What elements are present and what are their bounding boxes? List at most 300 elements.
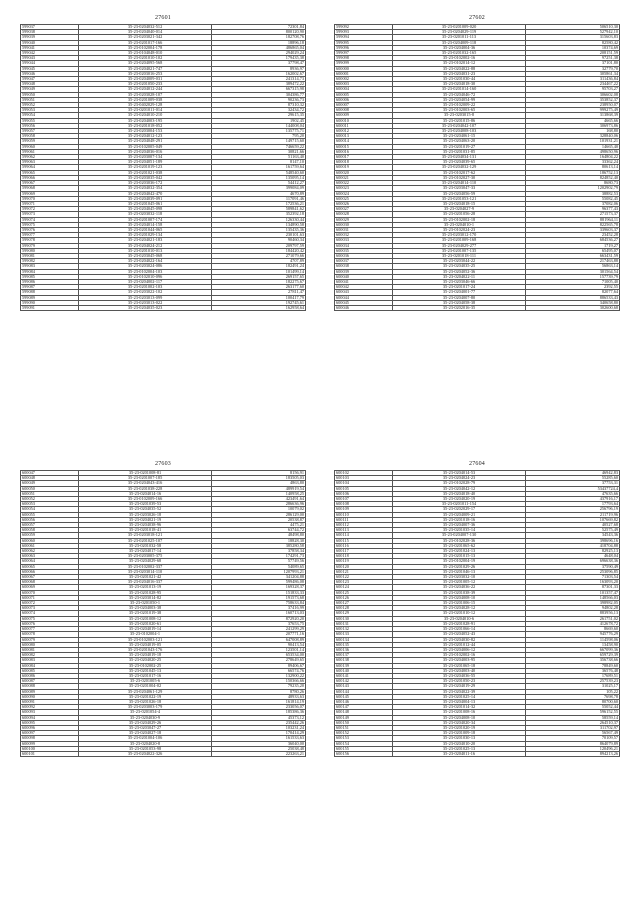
cadastral-number: 35-23-0204003-95 (393, 658, 526, 663)
amount: 4648,04 (525, 554, 619, 559)
amount: 800120,90 (211, 30, 305, 35)
row-id: 600108 (335, 502, 393, 507)
row-id: 599057 (21, 129, 79, 134)
row-id: 600029 (335, 217, 393, 222)
amount: 135095,14 (211, 175, 305, 180)
cadastral-number: 35-23-0202029-17 (393, 507, 526, 512)
row-id: 600055 (21, 512, 79, 517)
row-id: 600012 (335, 129, 393, 134)
cadastral-number: 35-23-0201050-1 (79, 601, 212, 606)
cadastral-number: 35-23-0204035-25 (393, 264, 526, 269)
cadastral-number: 35-23-0201043-176 (79, 647, 212, 652)
amount: 185386,36 (211, 710, 305, 715)
cadastral-number: 35-23-0201045-061 (79, 201, 212, 206)
cadastral-number: 35-23-0102024-23 (393, 227, 526, 232)
cadastral-number: 35-23-0201006-15 (393, 601, 526, 606)
cadastral-number: 35-23-0204017-14 (79, 549, 212, 554)
cadastral-number: 35-23-0201013-19 (79, 585, 212, 590)
cadastral-number: 35-23-0201018-052 (79, 123, 212, 128)
amount: 56567,49 (525, 731, 619, 736)
row-id: 599059 (21, 139, 79, 144)
cadastral-number: 35-23-0201065-18 (393, 663, 526, 668)
cadastral-number: 35-23-0201024-13 (393, 549, 526, 554)
data-table (334, 24, 620, 311)
amount: 120496,21 (525, 746, 619, 751)
amount: 90236,73 (211, 97, 305, 102)
cadastral-number: 35-23-0201019-27 (393, 144, 526, 149)
cadastral-number: 35-23-0204019-05 (79, 642, 212, 647)
row-id: 599061 (21, 149, 79, 154)
amount: 4665,66 (525, 118, 619, 123)
row-id: 600142 (335, 679, 393, 684)
row-id: 600146 (335, 699, 393, 704)
amount: 170414,29 (211, 731, 305, 736)
table-row (21, 751, 306, 756)
amount: 223263,21 (211, 751, 305, 756)
row-id: 600063 (21, 554, 79, 559)
row-id: 600039 (335, 269, 393, 274)
amount: 123501,14 (211, 647, 305, 652)
cadastral-number: 35-23-0204036-55 (393, 673, 526, 678)
cadastral-number: 35-23-0201008-12 (79, 616, 212, 621)
amount: 8936,97 (211, 66, 305, 71)
amount: 174291,73 (211, 554, 305, 559)
amount: 37858,34 (211, 549, 305, 554)
cadastral-number: 35-23-0201053-121 (393, 196, 526, 201)
row-id: 599077 (21, 233, 79, 238)
row-id: 599054 (21, 113, 79, 118)
row-id: 600044 (335, 295, 393, 300)
amount: 2392,55 (525, 285, 619, 290)
cadastral-number: 35-23-0201028-91 (393, 621, 526, 626)
row-id: 600072 (21, 601, 79, 606)
row-id: 600093 (21, 710, 79, 715)
row-id: 599053 (21, 108, 79, 113)
cadastral-number: 35-23-0204040-014 (79, 30, 212, 35)
cadastral-number: 35-23-0201030-13 (393, 736, 526, 741)
row-id: 600028 (335, 212, 393, 217)
cadastral-number: 35-23-0203005-375 (79, 554, 212, 559)
cadastral-number: 35-23-0204035-52 (79, 507, 212, 512)
row-id: 600079 (21, 637, 79, 642)
row-id: 600092 (21, 705, 79, 710)
row-id: 600115 (335, 538, 393, 543)
cadastral-number: 35-23-0204003-195 (79, 118, 212, 123)
cadastral-number: 35-23-0201053-98 (79, 746, 212, 751)
row-id: 600128 (335, 606, 393, 611)
cadastral-number: 35-23-0201017-166 (79, 40, 212, 45)
amount: 56863,14 (525, 264, 619, 269)
cadastral-number: 35-23-0203003-179 (79, 705, 212, 710)
row-id: 599072 (21, 207, 79, 212)
amount: 301564,54 (525, 269, 619, 274)
cadastral-number: 35-23-0201045-13 (79, 668, 212, 673)
row-id: 600091 (21, 699, 79, 704)
row-id: 600084 (21, 663, 79, 668)
row-id: 599047 (21, 77, 79, 82)
cadastral-number: 35-23-0201011-014 (79, 108, 212, 113)
row-id: 600117 (335, 549, 393, 554)
cadastral-number: 35-23-0102017-62 (393, 170, 526, 175)
cadastral-number: 35-23-0203014-82 (79, 595, 212, 600)
row-id: 599067 (21, 181, 79, 186)
amount: 1719,27 (525, 243, 619, 248)
amount: 157739,79 (525, 274, 619, 279)
cadastral-number: 35-23-0102028-79 (393, 481, 526, 486)
amount: 795,20 (211, 134, 305, 139)
amount: 101357,47 (525, 590, 619, 595)
cadastral-number: 35-23-0201010-013 (79, 248, 212, 253)
cadastral-number: 35-23-0201065-62 (393, 543, 526, 548)
row-id: 600035 (335, 248, 393, 253)
amount: 253096,85 (525, 569, 619, 574)
cadastral-number: 35-23-0204052-43 (393, 632, 526, 637)
row-id: 599079 (21, 243, 79, 248)
amount: 78849,60 (525, 663, 619, 668)
row-id: 600155 (335, 746, 393, 751)
row-id: 600137 (335, 653, 393, 658)
row-id: 599081 (21, 253, 79, 258)
amount: 34543,36 (525, 533, 619, 538)
cadastral-number: 35-23-0204018-15 (393, 201, 526, 206)
amount: 398982,05 (525, 601, 619, 606)
amount: 746659,22 (211, 144, 305, 149)
cadastral-number: 35-23-0201050-233 (79, 82, 212, 87)
amount: 30821,66 (211, 149, 305, 154)
amount: 10079,02 (211, 507, 305, 512)
amount: 97251,38 (525, 56, 619, 61)
row-id: 599094 (335, 35, 393, 40)
cadastral-number: 35-23-0204046-72 (393, 92, 526, 97)
row-id: 600132 (335, 627, 393, 632)
row-id: 599097 (335, 51, 393, 56)
cadastral-number: 35-23-0204018-30 (393, 82, 526, 87)
row-id: 600056 (21, 517, 79, 522)
amount: 278649,65 (211, 658, 305, 663)
amount: 179435,38 (211, 56, 305, 61)
amount: 20538,87 (211, 517, 305, 522)
amount: 894213,26 (525, 751, 619, 756)
row-id: 600134 (335, 637, 393, 642)
cadastral-number: 35-23-0201038-39 (393, 590, 526, 595)
amount: 37590,49 (525, 564, 619, 569)
amount: 647008,89 (211, 637, 305, 642)
row-id: 600069 (21, 585, 79, 590)
cadastral-number: 35-23-0201039-53 (79, 502, 212, 507)
amount: 230101,63 (211, 233, 305, 238)
cadastral-number: 35-23-0204022-326 (79, 751, 212, 756)
cadastral-number: 35-23-0203032-10 (393, 575, 526, 580)
row-id: 600032 (335, 233, 393, 238)
amount: 653534,00 (211, 653, 305, 658)
cadastral-number: 35-23-0201050-23 (393, 679, 526, 684)
amount: 261751,02 (525, 616, 619, 621)
row-id: 600007 (335, 103, 393, 108)
cadastral-number: 35-23-0203018-121 (79, 533, 212, 538)
cadastral-number: 35-23-0204061-15 (393, 134, 526, 139)
amount: 217463,88 (525, 259, 619, 264)
row-id: 600030 (335, 222, 393, 227)
row-id: 600126 (335, 595, 393, 600)
amount: 37101,80 (525, 61, 619, 66)
cadastral-number: 35-23-0102002-16 (393, 653, 526, 658)
cadastral-number: 35-23-0201017-16 (79, 673, 212, 678)
cadastral-number: 35-23-0102009-22 (393, 103, 526, 108)
row-id: 600016 (335, 149, 393, 154)
cadastral-number: 35-23-0204061-129 (79, 689, 212, 694)
row-id: 599082 (21, 259, 79, 264)
row-id: 600059 (21, 533, 79, 538)
cadastral-number: 35-23-0203028-107 (79, 92, 212, 97)
cadastral-number: 35-23-0204014-110 (393, 181, 526, 186)
amount: 169328,37 (211, 585, 305, 590)
cadastral-number: 35-23-0102002-18 (393, 217, 526, 222)
amount: 134890,58 (211, 222, 305, 227)
sheet-top-right (334, 15, 620, 311)
amount: 36040,00 (211, 741, 305, 746)
amount: 233056,07 (211, 705, 305, 710)
cadastral-number: 35-23-0201038-228 (79, 486, 212, 491)
amount: 257539,23 (525, 679, 619, 684)
amount: 412678,72 (525, 621, 619, 626)
row-id: 600048 (21, 476, 79, 481)
cadastral-number: 35-23-0202016-35 (393, 305, 526, 310)
cadastral-number: 35-23-0203013-022 (79, 300, 212, 305)
row-id: 600038 (335, 264, 393, 269)
cadastral-number: 35-23-0204038-96 (79, 523, 212, 528)
cadastral-number: 35-23-0102028-36 (393, 538, 526, 543)
amount: 14665,40 (525, 144, 619, 149)
row-id: 600086 (21, 673, 79, 678)
row-id: 600040 (335, 274, 393, 279)
row-id: 600145 (335, 694, 393, 699)
row-id: 600112 (335, 523, 393, 528)
amount: 58559,14 (525, 715, 619, 720)
row-id: 599042 (21, 51, 79, 56)
row-id: 599076 (21, 227, 79, 232)
row-id: 599084 (21, 269, 79, 274)
row-id: 600148 (335, 710, 393, 715)
row-id: 600087 (21, 679, 79, 684)
amount: 132900,22 (211, 673, 305, 678)
cadastral-number: 35-23-0204043-416 (79, 481, 212, 486)
row-id: 600019 (335, 165, 393, 170)
amount: 684536,27 (525, 238, 619, 243)
amount: 241299,29 (211, 627, 305, 632)
amount: 87301,33 (525, 585, 619, 590)
row-id: 599049 (21, 87, 79, 92)
row-id: 600023 (335, 186, 393, 191)
amount: 4670,89 (211, 191, 305, 196)
cadastral-number: 35-23-0201035-14 (393, 528, 526, 533)
row-id: 599055 (21, 118, 79, 123)
cadastral-number: 35-23-0204029-119 (393, 30, 526, 35)
amount: 184420,42 (211, 248, 305, 253)
cadastral-number: 35-23-0204036-016 (79, 149, 212, 154)
amount: 25038,48 (211, 746, 305, 751)
cadastral-number: 35-23-0204045-098 (79, 207, 212, 212)
amount: 37416,99 (211, 606, 305, 611)
cadastral-number: 35-23-0204021-19 (79, 517, 212, 522)
amount: 241314,73 (211, 77, 305, 82)
amount: 498650,96 (525, 149, 619, 154)
row-id: 599071 (21, 201, 79, 206)
cadastral-number: 35-23-0203015-8 (393, 113, 526, 118)
row-id: 600026 (335, 201, 393, 206)
amount: 486865,04 (211, 45, 305, 50)
row-id: 600156 (335, 751, 393, 756)
cadastral-number: 35-23-0201017-24 (393, 285, 526, 290)
cadastral-number: 35-23-0203047-33 (393, 186, 526, 191)
amount: 271079,66 (211, 253, 305, 258)
row-id: 599088 (21, 290, 79, 295)
cadastral-number: 35-23-0102002-337 (79, 564, 212, 569)
row-id: 600031 (335, 227, 393, 232)
row-id: 600098 (21, 736, 79, 741)
row-id: 600113 (335, 528, 393, 533)
row-id: 599096 (335, 45, 393, 50)
row-id: 600052 (21, 497, 79, 502)
row-id: 600060 (21, 538, 79, 543)
cadastral-number: 35-23-0204030-82 (393, 637, 526, 642)
amount: 1207993,21 (211, 569, 305, 574)
sheet-title: 27601 (155, 15, 171, 21)
amount: 506510,30 (525, 25, 619, 30)
row-id: 600053 (21, 502, 79, 507)
amount: 271573,37 (525, 212, 619, 217)
row-id: 600149 (335, 715, 393, 720)
row-id: 599086 (21, 279, 79, 284)
amount: 87310,32 (211, 103, 305, 108)
amount: 182708,76 (211, 35, 305, 40)
amount: 89406,67 (211, 663, 305, 668)
row-id: 600051 (21, 491, 79, 496)
row-id: 600003 (335, 82, 393, 87)
cadastral-number: 35-23-0201018-111 (393, 253, 526, 258)
cadastral-number: 35-23-0201018-41 (79, 528, 212, 533)
amount: 94802,28 (525, 606, 619, 611)
cadastral-number: 35-23-0102004-178 (79, 45, 212, 50)
cadastral-number: 35-23-0201004-106 (79, 736, 212, 741)
cadastral-number: 35-23-0204054-99 (393, 97, 526, 102)
amount: 7698,78 (525, 694, 619, 699)
row-id: 600071 (21, 595, 79, 600)
amount: 352392,18 (211, 212, 305, 217)
cadastral-number: 35-23-0204042-12 (393, 486, 526, 491)
cadastral-number: 35-23-0201020-19 (393, 725, 526, 730)
row-id: 600074 (21, 611, 79, 616)
row-id: 600036 (335, 253, 393, 258)
row-id: 600105 (335, 486, 393, 491)
amount: 191573,68 (211, 595, 305, 600)
row-id: 600066 (21, 569, 79, 574)
row-id: 600073 (21, 606, 79, 611)
amount: 162002,67 (211, 71, 305, 76)
cadastral-number: 35-23-0204024-212 (79, 243, 212, 248)
row-id: 600045 (335, 300, 393, 305)
row-id: 600124 (335, 585, 393, 590)
row-id: 600100 (21, 746, 79, 751)
amount: 36576,48 (525, 668, 619, 673)
cadastral-number: 35-23-0201012-44 (393, 642, 526, 647)
row-id: 600070 (21, 590, 79, 595)
sheet-top-left (20, 15, 306, 311)
cadastral-number: 35-23-0204010-1 (393, 222, 526, 227)
amount: 96377,43 (525, 207, 619, 212)
amount: 55285,60 (525, 476, 619, 481)
row-id: 600140 (335, 668, 393, 673)
cadastral-number: 35-23-0201011-113 (393, 35, 526, 40)
amount: 151833,33 (211, 590, 305, 595)
row-id: 600065 (21, 564, 79, 569)
table-row (21, 305, 306, 310)
amount: 48933,63 (211, 694, 305, 699)
amount: 8680,73 (525, 181, 619, 186)
row-id: 600138 (335, 658, 393, 663)
cadastral-number: 35-23-0102004-1 (79, 632, 212, 637)
amount: 4707,89 (211, 259, 305, 264)
row-id: 599091 (21, 305, 79, 310)
amount: 29615,35 (211, 113, 305, 118)
row-id: 599089 (21, 295, 79, 300)
amount: 48498,80 (211, 533, 305, 538)
cadastral-number: 35-23-0203014-110 (79, 569, 212, 574)
row-id: 600136 (335, 647, 393, 652)
amount: 47635,66 (525, 491, 619, 496)
cadastral-number: 35-23-0204019-29 (393, 684, 526, 689)
amount: 264510,37 (525, 720, 619, 725)
cadastral-number: 35-23-0204007-36 (393, 523, 526, 528)
amount: 80700,60 (525, 699, 619, 704)
amount: 423491,64 (211, 497, 305, 502)
amount: 54412,27 (211, 181, 305, 186)
row-id: 599052 (21, 103, 79, 108)
amount: 663431,59 (525, 253, 619, 258)
row-id: 600017 (335, 155, 393, 160)
row-id: 599078 (21, 238, 79, 243)
row-id: 599068 (21, 186, 79, 191)
cadastral-number: 35-23-0203016-253 (79, 71, 212, 76)
row-id: 600114 (335, 533, 393, 538)
row-id: 600120 (335, 564, 393, 569)
cadastral-number: 35-23-0201005-6 (79, 679, 212, 684)
row-id: 600041 (335, 279, 393, 284)
row-id: 600011 (335, 123, 393, 128)
row-id: 600094 (21, 715, 79, 720)
amount: 234467,22 (525, 82, 619, 87)
row-id: 599038 (21, 30, 79, 35)
amount: 23452,28 (525, 233, 619, 238)
amount: 79235,20 (211, 684, 305, 689)
cadastral-number: 35-23-0204058-38 (393, 300, 526, 305)
amount: 57749,56 (211, 559, 305, 564)
amount: 356738,66 (525, 658, 619, 663)
row-id: 599070 (21, 196, 79, 201)
cadastral-number: 35-23-0201044-065 (79, 227, 212, 232)
amount: 306602,08 (525, 92, 619, 97)
amount: 340658,80 (525, 300, 619, 305)
row-id: 599080 (21, 248, 79, 253)
amount: 696638,36 (525, 559, 619, 564)
row-id: 600006 (335, 97, 393, 102)
cadastral-number: 35-23-0104048-010 (79, 51, 212, 56)
amount: 90460,34 (211, 238, 305, 243)
amount: 881964,11 (525, 217, 619, 222)
amount: 398696,16 (525, 538, 619, 543)
amount: 161759,64 (211, 165, 305, 170)
row-id: 600095 (21, 720, 79, 725)
amount: 135775,71 (211, 129, 305, 134)
